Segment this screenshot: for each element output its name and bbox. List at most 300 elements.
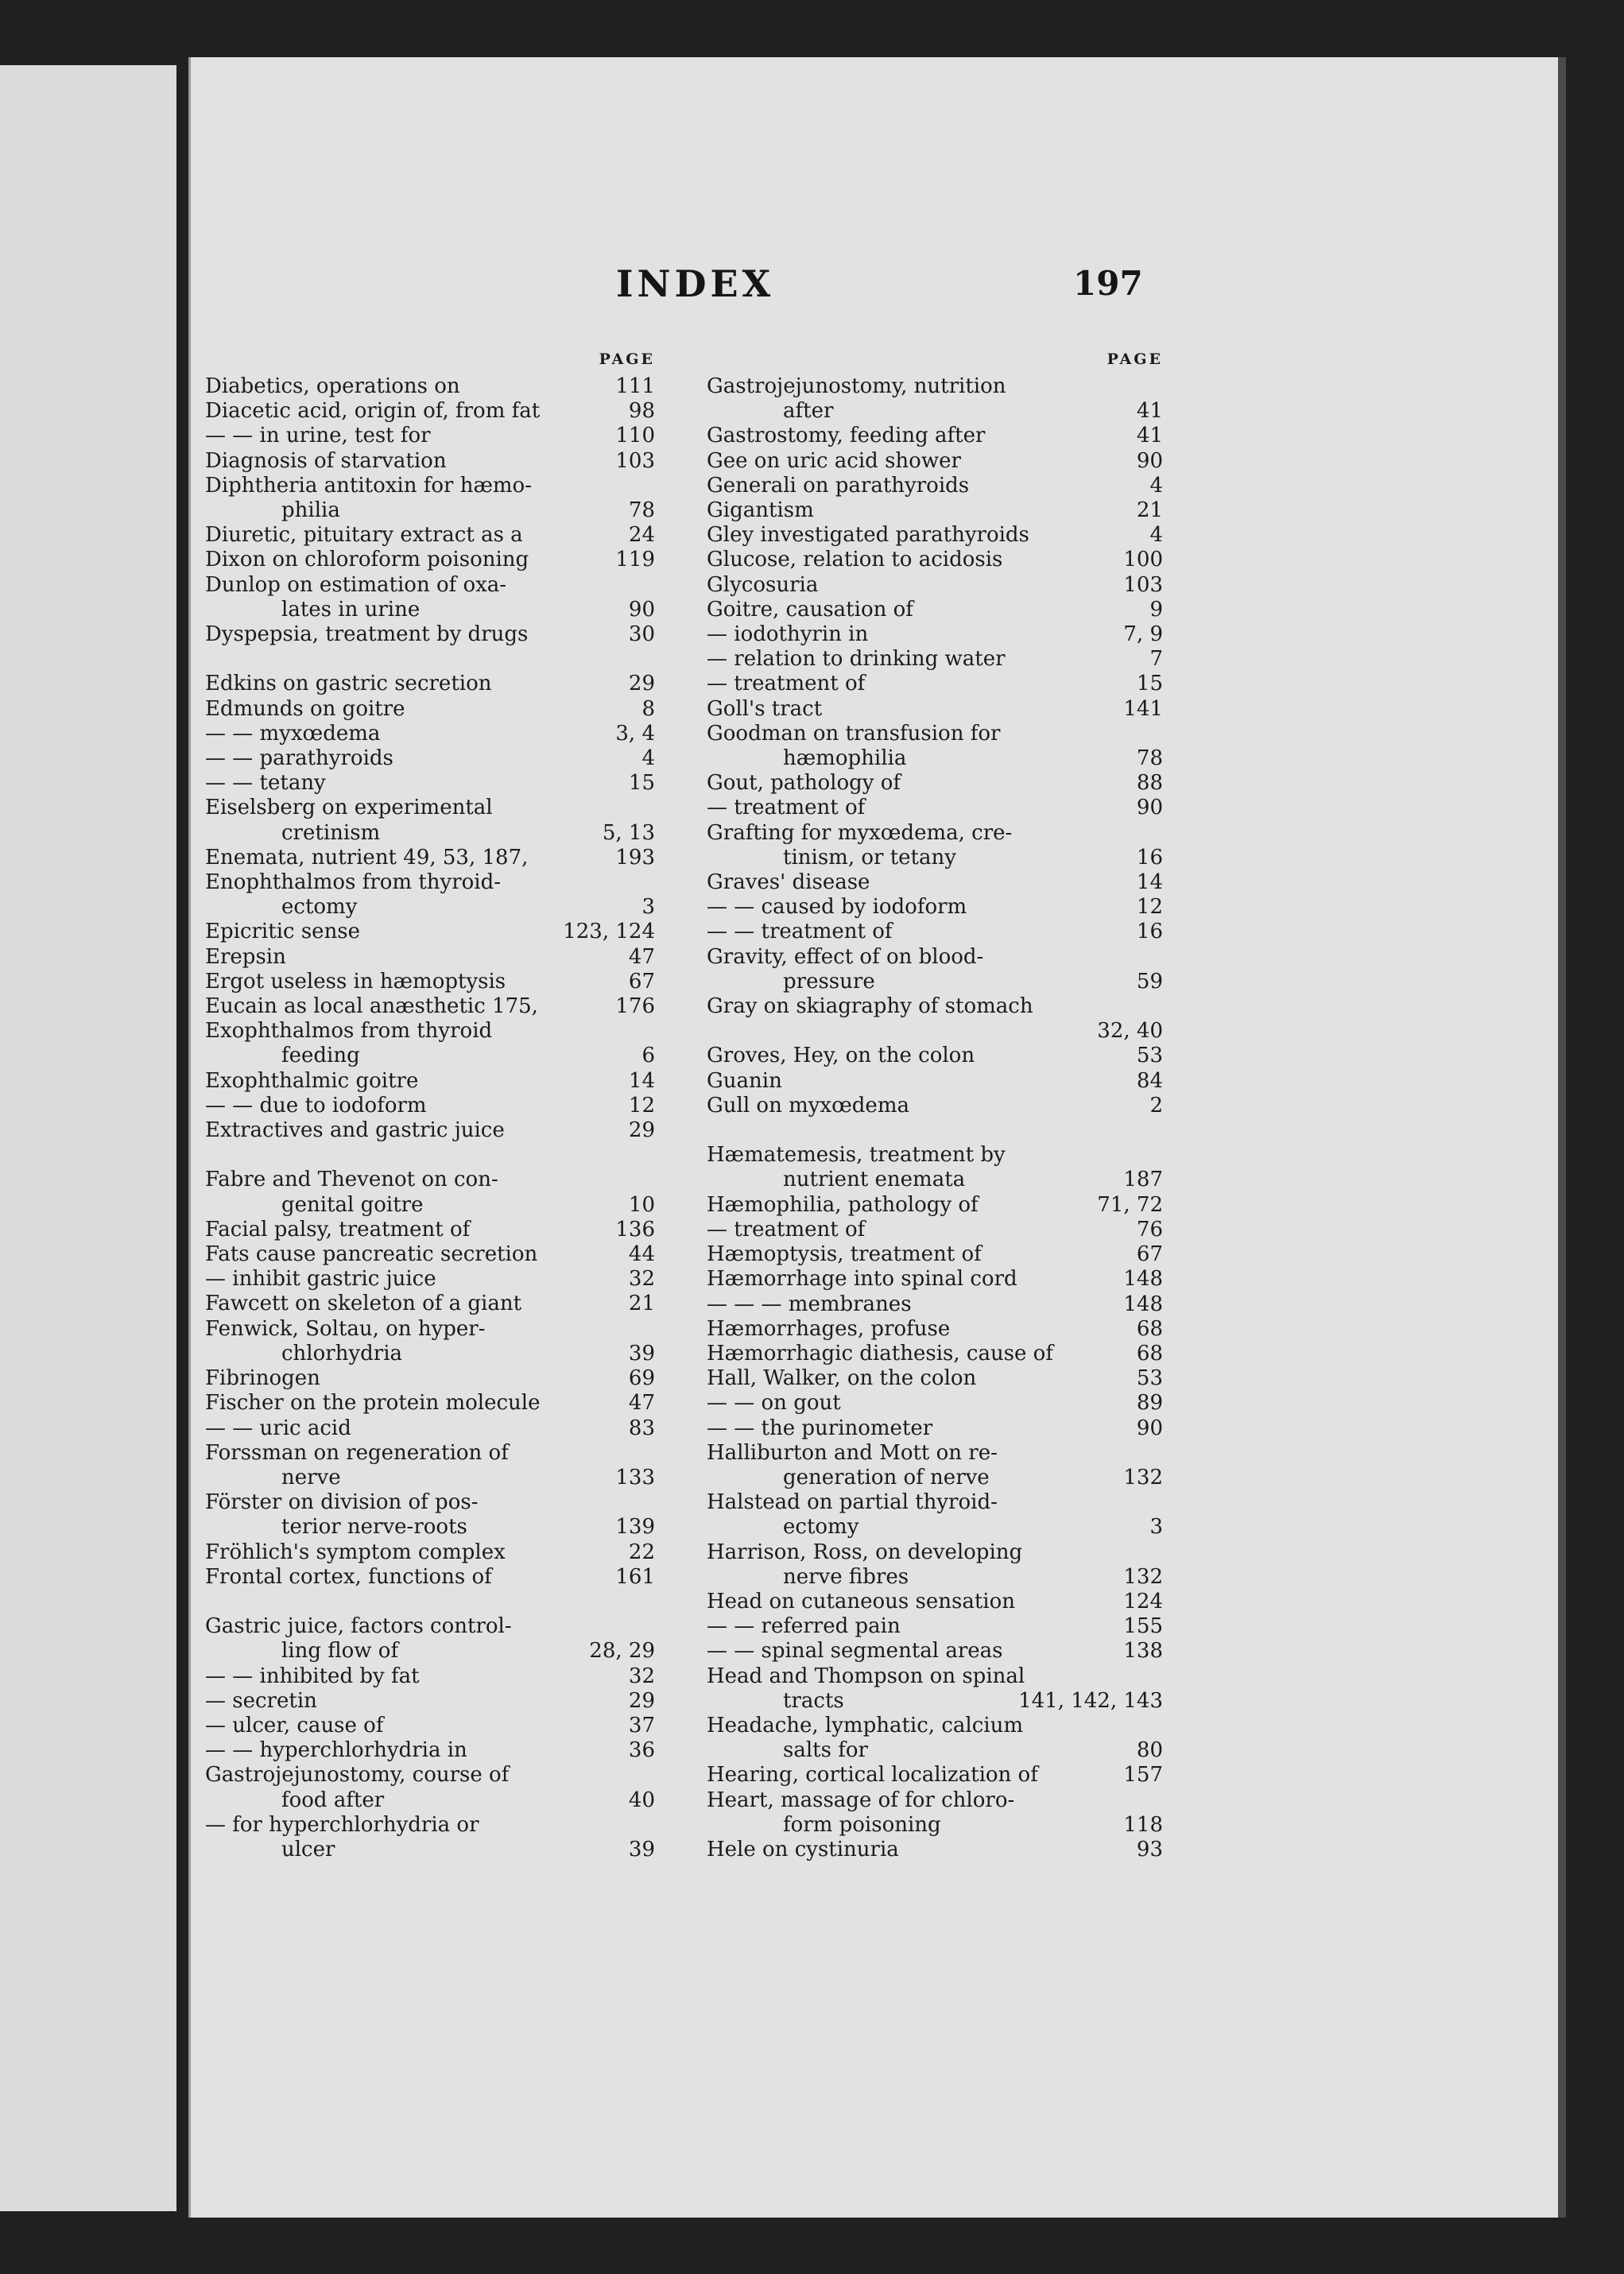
index-entry [707, 1242, 1163, 1267]
index-entry [707, 374, 1163, 399]
right-index-column [707, 350, 1163, 1862]
entry-text: Ergot useless in hæmoptysis [205, 969, 506, 994]
entry-page-ref: 28, 29 [589, 1639, 655, 1664]
index-entry [707, 746, 1163, 771]
entry-text: Headache, lymphatic, calcium [707, 1713, 1023, 1737]
entry-page-ref: 93 [1136, 1837, 1163, 1861]
page-column-label: PAGE [599, 351, 655, 368]
entry-page-ref: 78 [1136, 746, 1163, 771]
entry-page-ref: 136 [615, 1217, 655, 1242]
entry-page-ref: 90 [1136, 1416, 1163, 1440]
entry-text: Diagnosis of starvation [205, 448, 447, 473]
index-entry [707, 647, 1163, 672]
entry-page-ref: 4 [1149, 523, 1163, 548]
index-entry [205, 1391, 655, 1416]
index-entry [205, 796, 655, 820]
index-entry [707, 1342, 1163, 1366]
entry-text: Eiselsberg on experimental [205, 796, 493, 820]
entry-text: Gull on myxœdema [707, 1093, 909, 1118]
index-entry [707, 1664, 1163, 1689]
entry-text: — secretin [205, 1688, 317, 1713]
entry-page-ref: 37 [628, 1713, 655, 1737]
entry-page-ref: 132 [1123, 1564, 1163, 1589]
index-entry [205, 1738, 655, 1763]
entry-page-ref: 40 [628, 1788, 655, 1812]
index-entry [707, 1143, 1163, 1168]
section-gap [205, 1143, 655, 1168]
entry-page-ref: 12 [1136, 895, 1163, 920]
entry-text: — — myxœdema [205, 721, 381, 746]
index-entry [707, 722, 1163, 746]
entry-text: Hæmorrhages, profuse [707, 1316, 951, 1341]
entry-text: Extractives and gastric juice [205, 1118, 505, 1143]
index-entry [205, 697, 655, 722]
index-entry [707, 1441, 1163, 1466]
entry-text: cretinism [281, 820, 381, 845]
entry-text: Gigantism [707, 498, 814, 523]
entry-text: Head and Thompson on spinal [707, 1664, 1025, 1688]
entry-text: ectomy [281, 895, 358, 920]
entry-text: Fischer on the protein molecule [205, 1391, 541, 1416]
index-entry [205, 1714, 655, 1738]
entry-text: Frontal cortex, functions of [205, 1564, 492, 1589]
entry-text: — treatment of [707, 796, 866, 820]
entry-text: lates in urine [281, 597, 421, 622]
index-entry [205, 1565, 655, 1590]
entry-text: form poisoning [783, 1812, 941, 1837]
index-entry [707, 1391, 1163, 1416]
entry-text: — — due to iodoform [205, 1093, 427, 1118]
index-entry [707, 1639, 1163, 1664]
entry-page-ref: 24 [628, 523, 655, 548]
index-entry [707, 1813, 1163, 1838]
index-entry [707, 424, 1163, 448]
entry-page-ref: 132 [1123, 1465, 1163, 1490]
index-entry [205, 1515, 655, 1540]
entry-text: Guanin [707, 1068, 782, 1093]
index-entry [205, 1317, 655, 1342]
entry-text: — — treatment of [707, 920, 893, 944]
index-entry [707, 1019, 1163, 1044]
entry-text: — iodothyrin in [707, 622, 869, 647]
index-entry [205, 1242, 655, 1267]
index-entry [205, 548, 655, 572]
entry-page-ref: 41 [1136, 424, 1163, 448]
entry-text: Grafting for myxœdema, cre- [707, 820, 1013, 845]
index-entry [707, 1044, 1163, 1068]
index-entry [707, 1168, 1163, 1192]
entry-page-ref: 90 [1136, 448, 1163, 473]
index-entry [205, 498, 655, 523]
entry-text: Enophthalmos from thyroid- [205, 870, 502, 895]
entry-text: Halliburton and Mott on re- [707, 1440, 998, 1465]
index-entry [205, 672, 655, 696]
index-entry [205, 945, 655, 970]
entry-text: nutrient enemata [783, 1168, 966, 1192]
entry-page-ref: 15 [1136, 672, 1163, 696]
entry-text: Facial palsy, treatment of [205, 1217, 471, 1242]
entry-page-ref: 30 [628, 622, 655, 647]
index-entry [707, 970, 1163, 994]
entry-text: — ulcer, cause of [205, 1713, 384, 1737]
index-entry [707, 1490, 1163, 1515]
entry-page-ref: 5, 13 [602, 820, 655, 845]
entry-page-ref: 111 [615, 374, 655, 398]
entry-page-ref: 39 [628, 1837, 655, 1861]
entry-text: Erepsin [205, 944, 286, 969]
index-entry [205, 1838, 655, 1862]
entry-page-ref: 32 [628, 1664, 655, 1688]
entry-text: Edkins on gastric secretion [205, 672, 492, 696]
index-entry [205, 1019, 655, 1044]
entry-page-ref: 83 [628, 1416, 655, 1440]
entry-text: Hæmophilia, pathology of [707, 1192, 979, 1217]
entry-page-ref: 148 [1123, 1292, 1163, 1316]
entry-text: — treatment of [707, 1217, 866, 1242]
entry-text: Fenwick, Soltau, on hyper- [205, 1316, 486, 1341]
index-entry [205, 821, 655, 846]
entry-text: — — — membranes [707, 1292, 912, 1316]
entry-page-ref: 80 [1136, 1738, 1163, 1763]
entry-text: — — inhibited by fat [205, 1664, 420, 1688]
entry-page-ref: 59 [1136, 969, 1163, 994]
entry-page-ref: 90 [1136, 796, 1163, 820]
index-entry [707, 399, 1163, 424]
entry-text: tinism, or tetany [783, 845, 956, 870]
entry-text: Gray on skiagraphy of stomach [707, 994, 1033, 1019]
entry-text: nerve fibres [783, 1564, 909, 1589]
entry-page-ref: 123, 124 [563, 920, 655, 944]
index-entry [205, 573, 655, 598]
entry-text: hæmophilia [783, 746, 907, 771]
entry-text: Halstead on partial thyroid- [707, 1490, 998, 1515]
entry-page-ref: 7, 9 [1123, 622, 1163, 647]
index-entry [205, 1292, 655, 1316]
entry-page-ref: 7 [1149, 647, 1163, 672]
running-title: INDEX [616, 262, 775, 305]
index-entry [205, 1788, 655, 1813]
entry-text: Glucose, relation to acidosis [707, 548, 1003, 572]
index-entry [205, 1540, 655, 1565]
entry-page-ref: 161 [615, 1564, 655, 1589]
entry-text: pressure [783, 969, 875, 994]
section-gap [707, 1118, 1163, 1143]
entry-page-ref: 21 [1136, 498, 1163, 523]
index-entry [205, 374, 655, 399]
entry-text: Gout, pathology of [707, 771, 901, 796]
page-column-label: PAGE [1107, 351, 1163, 368]
entry-page-ref: 44 [628, 1242, 655, 1267]
entry-text: Dyspepsia, treatment by drugs [205, 622, 529, 647]
index-entry [205, 1193, 655, 1218]
entry-text: Harrison, Ross, on developing [707, 1540, 1023, 1564]
index-entry [205, 895, 655, 920]
index-entry [205, 1044, 655, 1068]
entry-text: Fibrinogen [205, 1366, 320, 1391]
entry-page-ref: 16 [1136, 920, 1163, 944]
index-entry [205, 1689, 655, 1714]
entry-text: nerve [281, 1465, 341, 1490]
index-entry [205, 1168, 655, 1192]
index-entry [707, 1416, 1163, 1441]
entry-page-ref: 3, 4 [615, 721, 655, 746]
entry-page-ref: 84 [1136, 1068, 1163, 1093]
entry-text: Goitre, causation of [707, 597, 913, 622]
entry-text: Epicritic sense [205, 920, 361, 944]
entry-text: ling flow of [281, 1639, 399, 1664]
index-entry [205, 474, 655, 498]
entry-text: Forssman on regeneration of [205, 1440, 509, 1465]
entry-text: — treatment of [707, 672, 866, 696]
entry-page-ref: 71, 72 [1097, 1192, 1163, 1217]
entry-page-ref: 47 [628, 944, 655, 969]
entry-page-ref: 148 [1123, 1267, 1163, 1292]
entry-text: generation of nerve [783, 1465, 990, 1490]
index-entry [205, 399, 655, 424]
index-entry [707, 1366, 1163, 1391]
entry-page-ref: 118 [1123, 1812, 1163, 1837]
entry-text: Hearing, cortical localization of [707, 1763, 1038, 1788]
entry-text: Gastrojejunostomy, nutrition [707, 374, 1006, 398]
entry-text: Fats cause pancreatic secretion [205, 1242, 538, 1267]
index-entry [205, 1490, 655, 1515]
entry-text: — — tetany [205, 771, 326, 796]
entry-page-ref: 29 [628, 1118, 655, 1143]
entry-text: Gastrostomy, feeding after [707, 424, 986, 448]
index-entry [205, 1094, 655, 1118]
index-entry [205, 1639, 655, 1664]
index-entry [707, 1466, 1163, 1490]
index-entry [707, 622, 1163, 647]
index-entry [707, 895, 1163, 920]
entry-text: — — on gout [707, 1391, 841, 1416]
entry-text: genital goitre [281, 1192, 424, 1217]
index-entry [707, 1540, 1163, 1565]
index-entry [707, 1292, 1163, 1317]
entry-page-ref: 16 [1136, 845, 1163, 870]
section-gap [205, 647, 655, 672]
entry-text: Gravity, effect of on blood- [707, 944, 984, 969]
entry-page-ref: 10 [628, 1192, 655, 1217]
index-entry [205, 1366, 655, 1391]
index-entry [707, 1689, 1163, 1714]
entry-page-ref: 141 [1123, 696, 1163, 721]
index-entry [707, 498, 1163, 523]
index-entry [707, 1317, 1163, 1342]
index-entry [707, 1838, 1163, 1862]
index-entry [205, 1763, 655, 1788]
entry-text: philia [281, 498, 340, 523]
entry-text: — — spinal segmental areas [707, 1639, 1003, 1664]
entry-page-ref: 76 [1136, 1217, 1163, 1242]
entry-page-ref: 4 [1149, 473, 1163, 498]
index-entry [205, 1416, 655, 1441]
index-entry [707, 1614, 1163, 1639]
entry-text: Graves' disease [707, 870, 870, 895]
entry-text: Enemata, nutrient 49, 53, 187, [205, 845, 529, 870]
entry-page-ref: 12 [628, 1093, 655, 1118]
entry-text: Gee on uric acid shower [707, 448, 961, 473]
entry-page-ref: 157 [1123, 1763, 1163, 1788]
entry-page-ref: 9 [1149, 597, 1163, 622]
index-entry [205, 622, 655, 647]
index-entry [205, 424, 655, 448]
entry-page-ref: 21 [628, 1292, 655, 1316]
entry-text: ectomy [783, 1515, 859, 1540]
entry-page-ref: 119 [615, 548, 655, 572]
entry-page-ref: 14 [1136, 870, 1163, 895]
index-entry [707, 1763, 1163, 1788]
index-entry [707, 1565, 1163, 1590]
index-entry [205, 1118, 655, 1143]
entry-page-ref: 155 [1123, 1614, 1163, 1639]
index-entry [707, 672, 1163, 696]
index-entry [205, 1614, 655, 1639]
index-entry [205, 846, 655, 870]
index-entry [707, 697, 1163, 722]
index-entry [707, 846, 1163, 870]
index-entry [205, 920, 655, 944]
index-entry [205, 1813, 655, 1838]
index-entry [205, 449, 655, 474]
entry-text: — — hyperchlorhydria in [205, 1738, 467, 1763]
entry-text: feeding [281, 1044, 360, 1068]
section-gap [205, 1590, 655, 1614]
entry-text: Goodman on transfusion for [707, 721, 1001, 746]
index-entry [707, 1590, 1163, 1614]
entry-text: Diphtheria antitoxin for hæmo- [205, 473, 532, 498]
index-entry [205, 771, 655, 796]
index-entry [707, 1267, 1163, 1292]
index-entry [205, 1342, 655, 1366]
entry-page-ref: 69 [628, 1366, 655, 1391]
entry-page-ref: 8 [641, 696, 655, 721]
entry-text: salts for [783, 1738, 868, 1763]
entry-page-ref: 67 [628, 969, 655, 994]
entry-text: food after [281, 1788, 385, 1812]
index-entry [707, 870, 1163, 895]
index-entry [707, 771, 1163, 796]
entry-page-ref: 15 [628, 771, 655, 796]
entry-page-ref: 36 [628, 1738, 655, 1763]
index-entry [205, 1466, 655, 1490]
index-entry [707, 920, 1163, 944]
left-entry-list [205, 374, 655, 1862]
index-entry [707, 1094, 1163, 1118]
index-entry [707, 1218, 1163, 1242]
index-entry [205, 1441, 655, 1466]
entry-page-ref: 53 [1136, 1044, 1163, 1068]
entry-text: — relation to drinking water [707, 647, 1006, 672]
entry-page-ref: 3 [641, 895, 655, 920]
entry-page-ref: 90 [628, 597, 655, 622]
entry-page-ref: 67 [1136, 1242, 1163, 1267]
index-entry [205, 994, 655, 1019]
entry-text: Hæmoptysis, treatment of [707, 1242, 982, 1267]
entry-page-ref: 47 [628, 1391, 655, 1416]
right-entry-list [707, 374, 1163, 1862]
entry-text: Eucain as local anæsthetic 175, [205, 994, 538, 1019]
entry-text: — — parathyroids [205, 746, 393, 771]
entry-page-ref: 3 [1149, 1515, 1163, 1540]
entry-page-ref: 39 [628, 1341, 655, 1366]
entry-text: ulcer [281, 1837, 335, 1861]
entry-text: Hæmatemesis, treatment by [707, 1143, 1006, 1168]
index-entry [205, 870, 655, 895]
entry-page-ref: 32 [628, 1267, 655, 1292]
entry-page-ref: 141, 142, 143 [1018, 1688, 1163, 1713]
entry-text: Gley investigated parathyroids [707, 523, 1029, 548]
entry-page-ref: 2 [1149, 1093, 1163, 1118]
entry-page-ref: 88 [1136, 771, 1163, 796]
entry-page-ref: 68 [1136, 1341, 1163, 1366]
index-entry [707, 1788, 1163, 1813]
entry-text: Gastric juice, factors control- [205, 1614, 512, 1639]
entry-text: Fawcett on skeleton of a giant [205, 1292, 522, 1316]
entry-text: Diabetics, operations on [205, 374, 460, 398]
entry-text: — — caused by iodoform [707, 895, 967, 920]
entry-page-ref: 103 [615, 448, 655, 473]
index-entry [707, 994, 1163, 1019]
index-entry [205, 1069, 655, 1094]
index-entry [707, 573, 1163, 598]
entry-text: Fröhlich's symptom complex [205, 1540, 506, 1564]
entry-text: Groves, Hey, on the colon [707, 1044, 975, 1068]
page-number: 197 [1073, 264, 1143, 303]
index-entry [707, 796, 1163, 820]
entry-text: chlorhydria [281, 1341, 403, 1366]
entry-text: Diacetic acid, origin of, from fat [205, 399, 541, 424]
entry-text: — — the purinometer [707, 1416, 933, 1440]
entry-page-ref: 103 [1123, 572, 1163, 597]
entry-text: Goll's tract [707, 696, 823, 721]
index-entry [707, 1714, 1163, 1738]
entry-page-ref: 187 [1123, 1168, 1163, 1192]
entry-text: Hall, Walker, on the colon [707, 1366, 977, 1391]
entry-page-ref: 133 [615, 1465, 655, 1490]
index-entry [205, 1218, 655, 1242]
index-entry [707, 1069, 1163, 1094]
index-entry [707, 1193, 1163, 1218]
index-entry [707, 821, 1163, 846]
entry-page-ref: 110 [615, 424, 655, 448]
index-entry [707, 1515, 1163, 1540]
entry-text: — inhibit gastric juice [205, 1267, 436, 1292]
entry-text: Förster on division of pos- [205, 1490, 479, 1515]
entry-text: Hæmorrhagic diathesis, cause of [707, 1341, 1053, 1366]
entry-text: Dunlop on estimation of oxa- [205, 572, 507, 597]
entry-text: Exophthalmos from thyroid [205, 1019, 493, 1044]
entry-page-ref: 124 [1123, 1589, 1163, 1613]
entry-text: Dixon on chloroform poisoning [205, 548, 529, 572]
index-entry [707, 449, 1163, 474]
index-entry [707, 945, 1163, 970]
entry-text: — for hyperchlorhydria or [205, 1812, 479, 1837]
index-entry [205, 722, 655, 746]
entry-page-ref: 100 [1123, 548, 1163, 572]
entry-page-ref: 6 [641, 1044, 655, 1068]
index-entry [707, 598, 1163, 622]
entry-page-ref: 139 [615, 1515, 655, 1540]
entry-page-ref: 98 [628, 399, 655, 424]
entry-page-ref: 4 [641, 746, 655, 771]
entry-page-ref: 29 [628, 1688, 655, 1713]
entry-text: Edmunds on goitre [205, 696, 405, 721]
entry-text: Head on cutaneous sensation [707, 1589, 1016, 1613]
index-entry [707, 1738, 1163, 1763]
entry-text: after [783, 399, 834, 424]
entry-text: Glycosuria [707, 572, 819, 597]
